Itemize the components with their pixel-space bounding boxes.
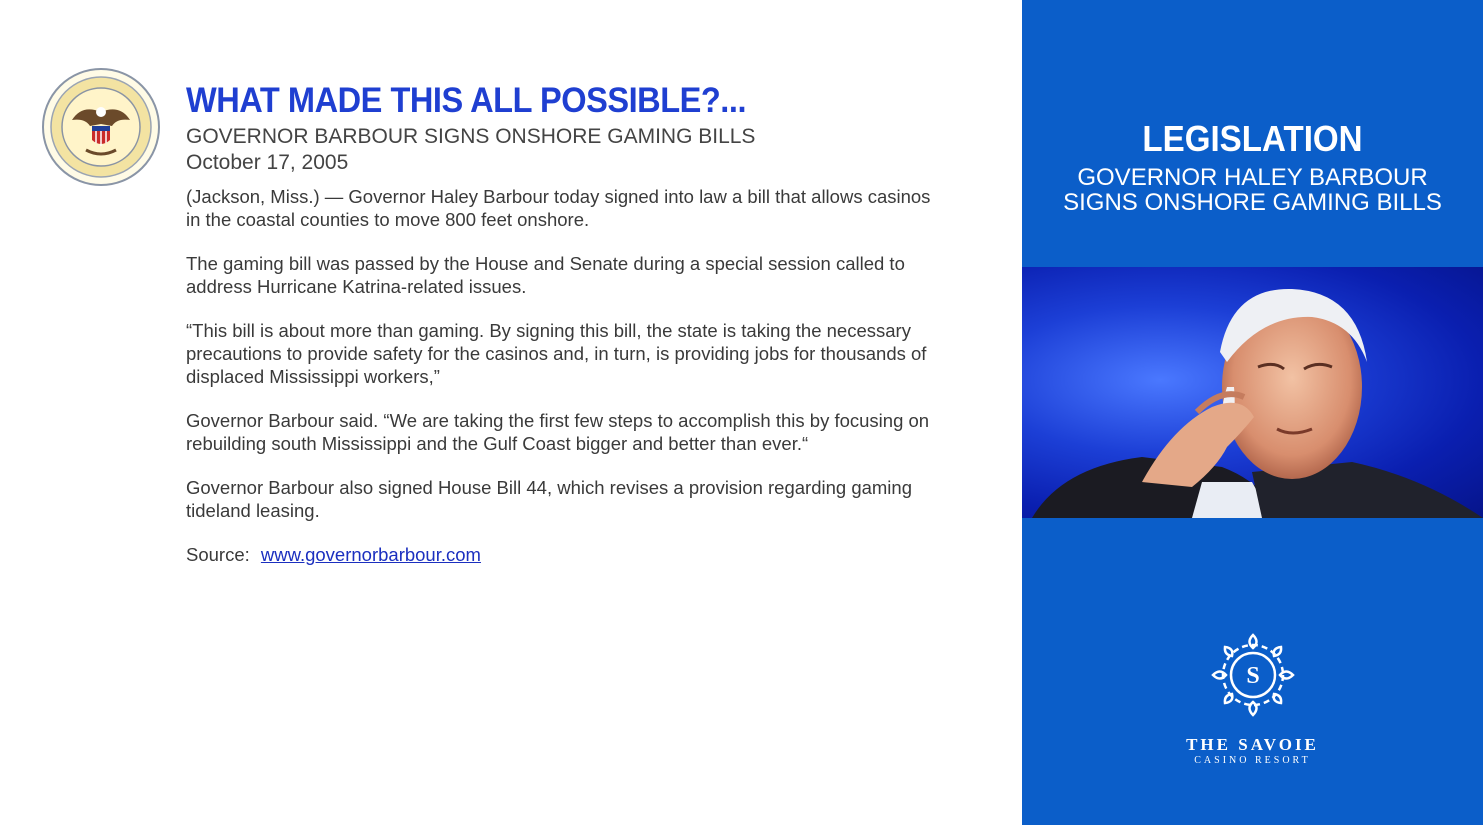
page-title: WHAT MADE THIS ALL POSSIBLE?... [186, 81, 747, 120]
sidebar [1022, 0, 1483, 825]
sidebar-subtitle-line: SIGNS ONSHORE GAMING BILLS [1063, 189, 1442, 216]
article-date: October 17, 2005 [186, 151, 349, 174]
source-link[interactable]: www.governorbarbour.com [260, 544, 481, 565]
logo-subtitle: CASINO RESORT [1194, 755, 1311, 766]
paragraph: (Jackson, Miss.) — Governor Haley Barbour today signed into law a bill that allows casinos in the coastal counties to move 800 feet onshore. [186, 186, 931, 230]
article-subtitle: GOVERNOR BARBOUR SIGNS ONSHORE GAMING BILLS [186, 125, 756, 148]
paragraph: Governor Barbour said. “We are taking the first few steps to accomplish this by focusing on rebuilding south Mississippi and the Gulf Coast bigger and better than ever.“ [186, 410, 930, 454]
paragraph: The gaming bill was passed by the House and Senate during a special session called to address Hurricane Katrina-related issues. [186, 253, 905, 297]
state-seal-icon [42, 68, 160, 186]
paragraph: Governor Barbour also signed House Bill 44, which revises a provision regarding gaming tideland leasing. [186, 477, 912, 521]
article [186, 80, 946, 566]
savoie-emblem-icon [1208, 630, 1298, 720]
paragraph: “This bill is about more than gaming. By signing this bill, the state is taking the necessary precautions to provide safety for the casinos and, in turn, is providing jobs for thousands of displaced Mississippi workers,” [186, 320, 927, 387]
logo-letter: S [1245, 663, 1260, 689]
savoie-logo [1022, 630, 1483, 766]
logo-name: THE SAVOIE [1186, 735, 1319, 754]
sidebar-subtitle [1022, 165, 1483, 215]
sidebar-subtitle-line: GOVERNOR HALEY BARBOUR [1077, 164, 1428, 191]
sidebar-title: LEGISLATION [1142, 118, 1363, 159]
governor-photo [1022, 267, 1483, 518]
source-label: Source: [186, 544, 250, 565]
source-line [186, 543, 946, 566]
